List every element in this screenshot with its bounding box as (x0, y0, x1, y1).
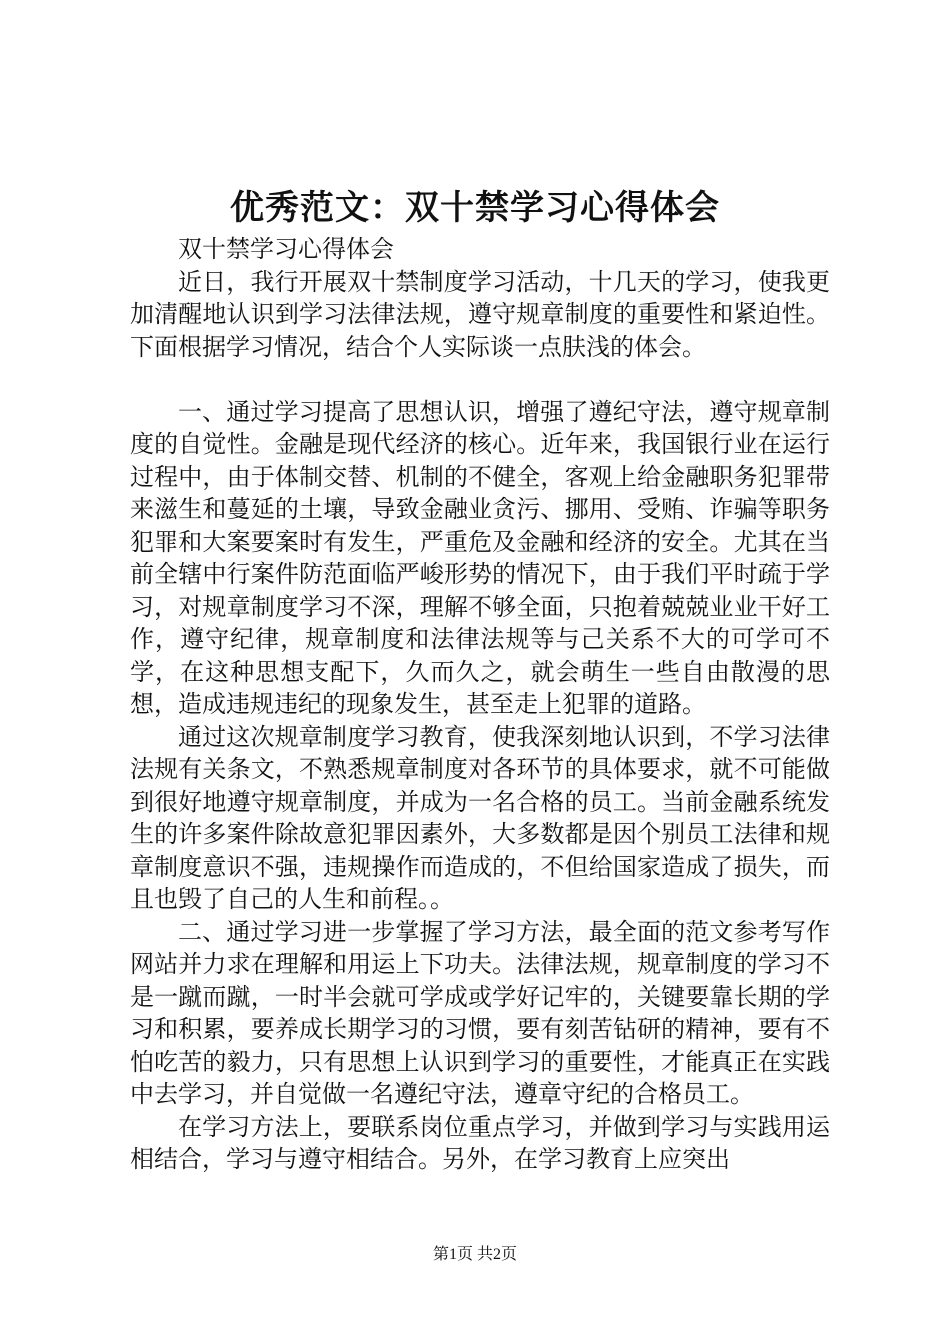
method-paragraph: 在学习方法上，要联系岗位重点学习，并做到学习与实践用运相结合，学习与遵守相结合。另外，在学习教育上应突出 (130, 1112, 830, 1173)
page-footer: 第1页 共2页 (432, 1246, 517, 1263)
education-paragraph: 通过这次规章制度学习教育，使我深刻地认识到，不学习法律法规有关条文，不熟悉规章制度对各环节的具体要求，就不可能做到很好地遵守规章制度，并成为一名合格的员工。当前金融系统发生的许多案件除故意犯罪因素外，大多数都是因个别员工法律和规章制度意识不强，违规操作而造成的，不但给国家造成了损失，而且也毁了自己的人生和前程。。 (130, 722, 830, 913)
blank-line (130, 363, 830, 396)
section-two-paragraph: 二、通过学习进一步掌握了学习方法，最全面的范文参考写作网站并力求在理解和用运上下功夫。法律法规，规章制度的学习不是一蹴而蹴，一时半会就可学成或学好记牢的，关键要靠长期的学习和积累，要养成长期学习的习惯，要有刻苦钻研的精神，要有不怕吃苦的毅力，只有思想上认识到学习的重要性，才能真正在实践中去学习，并自觉做一名遵纪守法，遵章守纪的合格员工。 (130, 917, 830, 1108)
document-body (130, 233, 830, 1176)
intro-paragraph: 近日，我行开展双十禁制度学习活动，十几天的学习，使我更加清醒地认识到学习法律法规，遵守规章制度的重要性和紧迫性。下面根据学习情况，结合个人实际谈一点肤浅的体会。 (130, 267, 830, 361)
section-one-paragraph: 一、通过学习提高了思想认识，增强了遵纪守法，遵守规章制度的自觉性。金融是现代经济的核心。近年来，我国银行业在运行过程中，由于体制交替、机制的不健全，客观上给金融职务犯罪带来滋生和蔓延的土壤，导致金融业贪污、挪用、受贿、诈骗等职务犯罪和大案要案时有发生，严重危及金融和经济的安全。尤其在当前全辖中行案件防范面临严峻形势的情况下，由于我们平时疏于学习，对规章制度学习不深，理解不够全面，只抱着兢兢业业干好工作，遵守纪律，规章制度和法律法规等与己关系不大的可学可不学，在这种思想支配下，久而久之，就会萌生一些自由散漫的思想，造成违规违纪的现象发生，甚至走上犯罪的道路。 (130, 397, 830, 718)
subtitle-paragraph: 双十禁学习心得体会 (178, 235, 394, 263)
document-title: 优秀范文：双十禁学习心得体会 (230, 188, 720, 228)
